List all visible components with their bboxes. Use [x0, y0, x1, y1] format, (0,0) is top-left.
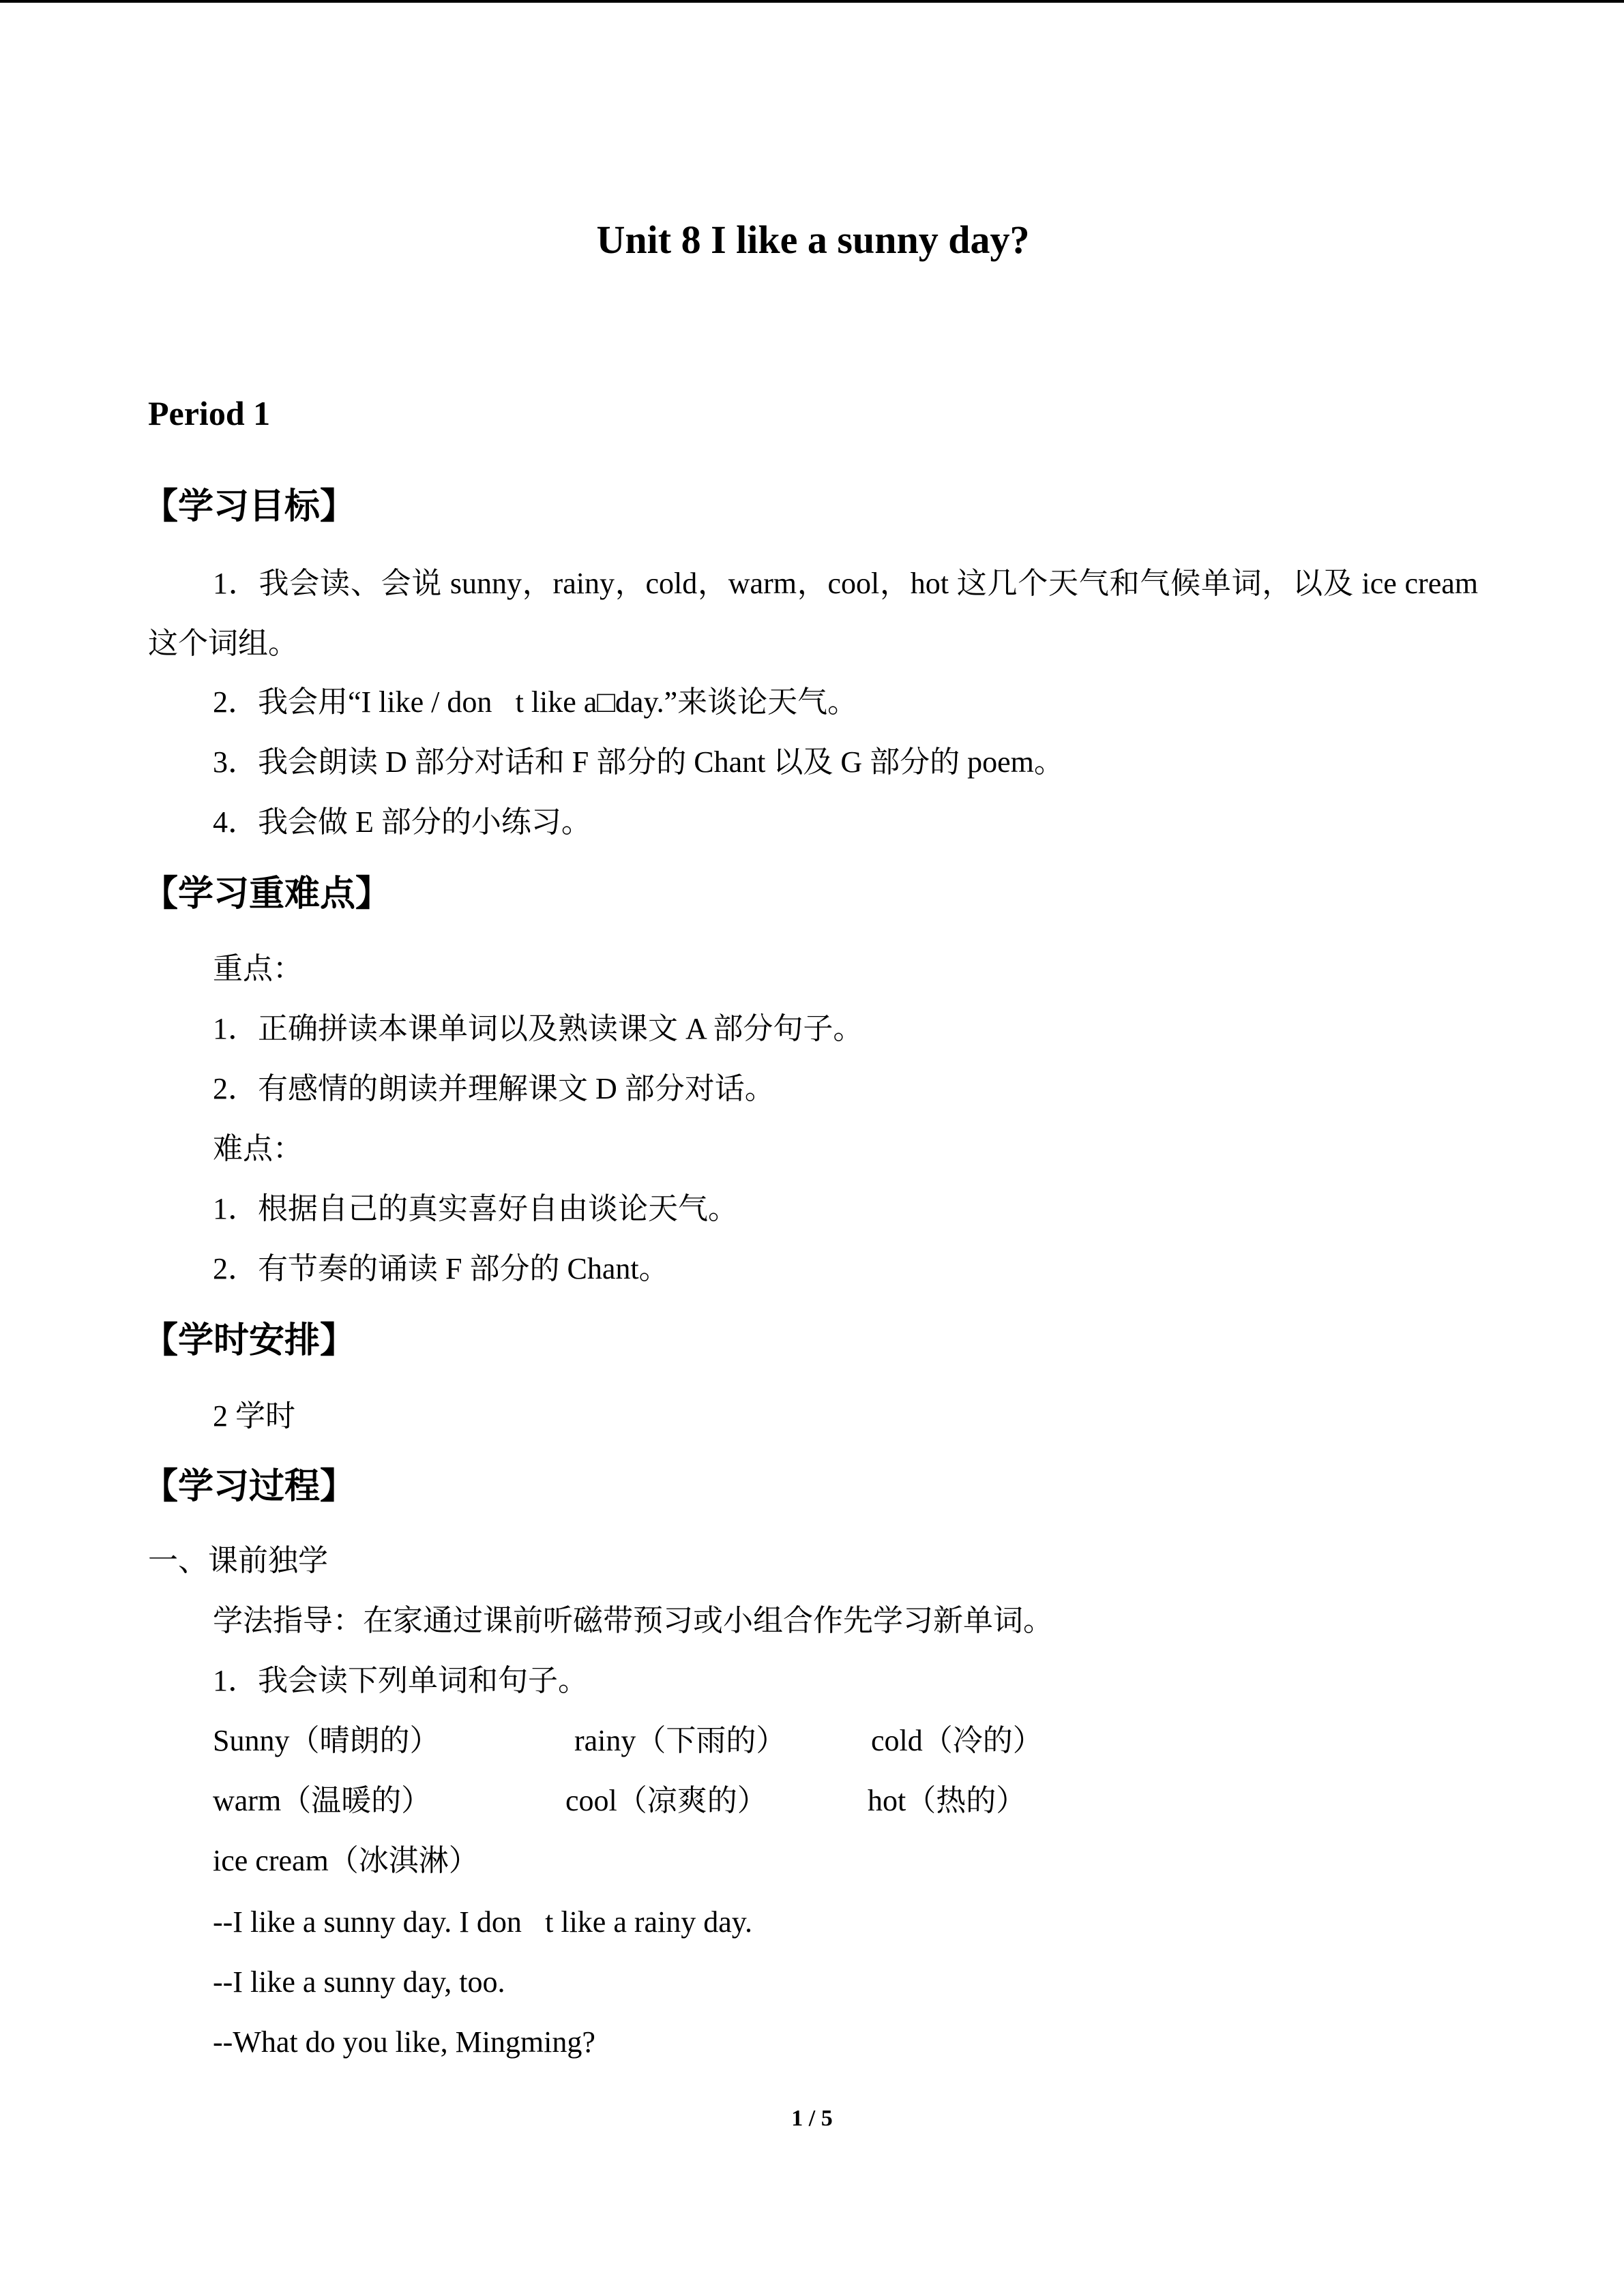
- section-heading-goals: 【学习目标】: [143, 486, 356, 527]
- vocab-row-1-col-1: Sunny（晴朗的）: [213, 1724, 440, 1757]
- goal-item-4: 4．我会做 E 部分的小练习。: [213, 805, 591, 839]
- difficult-item-1: 1．根据自己的真实喜好自由谈论天气。: [213, 1192, 738, 1225]
- page-top-border: [0, 0, 1624, 3]
- page-number: 1 / 5: [791, 2106, 833, 2131]
- vocab-row-1-col-2: rainy（下雨的）: [574, 1724, 786, 1757]
- process-sub-heading: 一、课前独学: [148, 1544, 328, 1577]
- reading-task: 1．我会读下列单词和句子。: [213, 1664, 588, 1697]
- goal-item-3: 3．我会朗读 D 部分对话和 F 部分的 Chant 以及 G 部分的 poem。: [213, 745, 1064, 779]
- vocab-row-2-col-3: hot（热的）: [868, 1784, 1027, 1817]
- section-heading-schedule: 【学时安排】: [143, 1320, 356, 1361]
- goal-item-2: 2．我会用“I like / don t like a□day.”来谈论天气。: [213, 685, 858, 719]
- dialogue-line-2: --I like a sunny day, too.: [213, 1965, 505, 1999]
- section-heading-key-points: 【学习重难点】: [143, 874, 392, 914]
- difficult-item-2: 2．有节奏的诵读 F 部分的 Chant。: [213, 1252, 669, 1285]
- key-label: 重点：: [213, 952, 303, 985]
- document-title: Unit 8 I like a sunny day?: [596, 218, 1030, 262]
- difficult-label: 难点：: [213, 1132, 303, 1165]
- vocab-row-2-col-1: warm（温暖的）: [213, 1784, 432, 1817]
- study-guide: 学法指导：在家通过课前听磁带预习或小组合作先学习新单词。: [213, 1604, 1053, 1637]
- vocab-row-1-col-3: cold（冷的）: [871, 1724, 1043, 1757]
- key-item-2: 2．有感情的朗读并理解课文 D 部分对话。: [213, 1072, 775, 1105]
- schedule-text: 2 学时: [213, 1399, 295, 1433]
- goal-item-1: 1．我会读、会说 sunny，rainy，cold，warm，cool，hot 这几个天气和气候单词，以及 ice cream 这个词组。: [148, 567, 1478, 660]
- vocab-row-3-col-1: ice cream（冰淇淋）: [213, 1844, 479, 1877]
- section-heading-process: 【学习过程】: [143, 1466, 356, 1507]
- dialogue-line-3: --What do you like, Mingming?: [213, 2025, 595, 2059]
- key-item-1: 1．正确拼读本课单词以及熟读课文 A 部分句子。: [213, 1012, 863, 1045]
- period-label: Period 1: [148, 394, 271, 432]
- vocab-row-2-col-2: cool（凉爽的）: [565, 1784, 767, 1817]
- dialogue-line-1: --I like a sunny day. I don t like a rainy day.: [213, 1905, 752, 1939]
